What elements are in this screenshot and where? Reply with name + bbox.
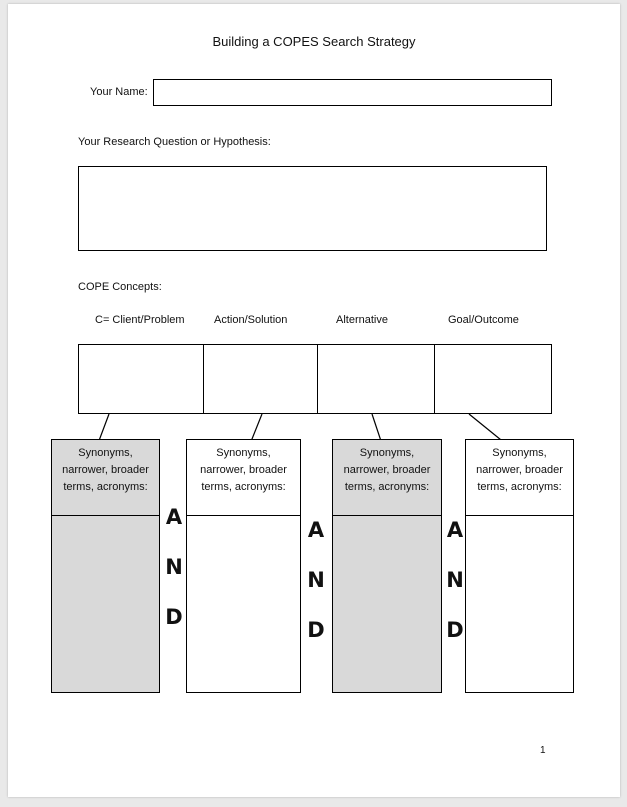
name-label: Your Name: (90, 86, 148, 98)
synonyms-entry-area[interactable] (333, 516, 441, 692)
synonyms-heading-line: terms, acronyms: (63, 481, 148, 493)
synonyms-heading (187, 440, 300, 516)
synonyms-column-alternative (332, 439, 442, 693)
synonyms-entry-area[interactable] (466, 516, 573, 692)
and-letter: N (307, 568, 325, 592)
page-title: Building a COPES Search Strategy (212, 34, 416, 49)
synonyms-heading-line: terms, acronyms: (344, 481, 430, 493)
synonyms-column-action (186, 439, 301, 693)
cope-concepts-label: COPE Concepts: (78, 281, 162, 293)
synonyms-heading-line: Synonyms, (359, 447, 415, 459)
concept-heading-client-problem: C= Client/Problem (95, 314, 185, 326)
page-number: 1 (540, 745, 546, 756)
and-letter: A (446, 518, 464, 542)
synonyms-heading (333, 440, 441, 516)
and-letter: A (307, 518, 325, 542)
and-letter: N (446, 568, 464, 592)
and-letter: D (307, 618, 325, 642)
and-letter: A (165, 505, 183, 529)
synonyms-heading-line: Synonyms, (492, 447, 547, 459)
concept-heading-action-solution: Action/Solution (214, 314, 288, 326)
and-letter: N (165, 555, 183, 579)
synonyms-heading-line: terms, acronyms: (201, 481, 286, 493)
synonyms-column-goal (465, 439, 574, 693)
and-letter: D (446, 618, 464, 642)
synonyms-heading-line: Synonyms, (78, 447, 133, 459)
synonyms-heading-line: narrower, broader (476, 464, 563, 476)
synonyms-heading-line: narrower, broader (343, 464, 431, 476)
concept-heading-alternative: Alternative (336, 314, 388, 326)
synonyms-entry-area[interactable] (52, 516, 159, 692)
research-question-label: Your Research Question or Hypothesis: (78, 136, 271, 148)
synonyms-entry-area[interactable] (187, 516, 300, 692)
synonyms-heading-line: Synonyms, (216, 447, 271, 459)
synonyms-heading (52, 440, 159, 516)
synonyms-heading-line: narrower, broader (62, 464, 149, 476)
synonyms-heading-line: narrower, broader (200, 464, 287, 476)
document-page (8, 4, 620, 797)
synonyms-heading (466, 440, 573, 516)
and-letter: D (165, 605, 183, 629)
synonyms-column-client (51, 439, 160, 693)
concept-heading-goal-outcome: Goal/Outcome (448, 314, 519, 326)
synonyms-heading-line: terms, acronyms: (477, 481, 562, 493)
